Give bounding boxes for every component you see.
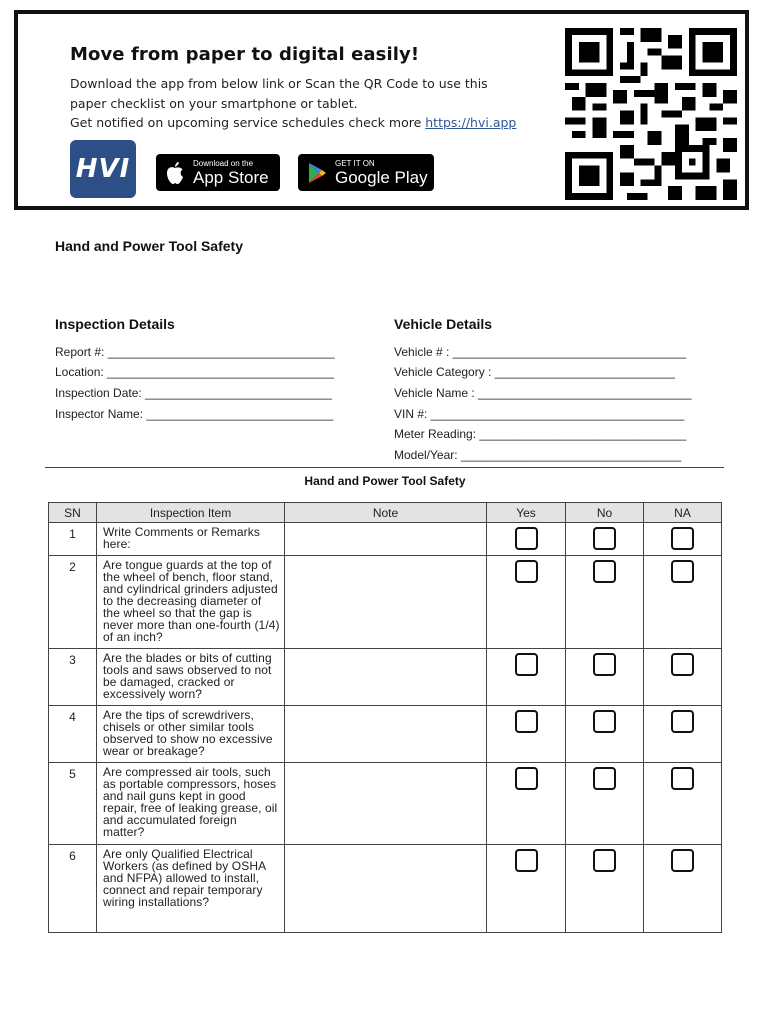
- table-caption: Hand and Power Tool Safety: [304, 474, 466, 488]
- row-inspection-item: Are only Qualified Electrical Workers (as defined by OSHA and NFPA) allowed to install, connect and repair temporary wiring installations?: [97, 845, 285, 933]
- row-note-cell[interactable]: [285, 556, 487, 649]
- model-year-field[interactable]: Model/Year: _________________________________: [394, 448, 682, 462]
- no-checkbox[interactable]: [593, 560, 616, 583]
- row-sn: 3: [49, 649, 97, 706]
- row-note-cell[interactable]: [285, 763, 487, 845]
- app-store-small-label: Download on the: [193, 158, 254, 168]
- na-checkbox[interactable]: [671, 560, 694, 583]
- vin-field[interactable]: VIN #: ______________________________________: [394, 407, 685, 421]
- column-header-sn: SN: [49, 503, 97, 523]
- vehicle-category-field[interactable]: Vehicle Category : ___________________________: [394, 365, 675, 379]
- app-store-label: App Store: [193, 167, 269, 187]
- vehicle-number-field[interactable]: Vehicle # : ___________________________________: [394, 345, 687, 359]
- report-number-field[interactable]: Report #: __________________________________: [55, 345, 335, 359]
- banner-title: Move from paper to digital easily!: [70, 44, 420, 65]
- row-sn: 4: [49, 706, 97, 763]
- row-inspection-item: Are the tips of screwdrivers, chisels or other similar tools observed to show no excessive wear or breakage?: [97, 706, 285, 763]
- table-row: [49, 523, 722, 556]
- google-play-small-label: GET IT ON: [335, 158, 375, 168]
- table-header-row: [49, 503, 722, 523]
- banner-text-line-1: Download the app from below link or Scan the QR Code to use this: [70, 76, 488, 91]
- hvi-app-link[interactable]: https://hvi.app: [425, 115, 517, 130]
- section-divider: [45, 467, 724, 468]
- na-checkbox[interactable]: [671, 849, 694, 872]
- yes-checkbox[interactable]: [515, 653, 538, 676]
- row-sn: 6: [49, 845, 97, 933]
- no-checkbox[interactable]: [593, 527, 616, 550]
- location-field[interactable]: Location: __________________________________: [55, 365, 334, 379]
- column-header-inspection-item: Inspection Item: [97, 503, 285, 523]
- no-checkbox[interactable]: [593, 849, 616, 872]
- na-checkbox[interactable]: [671, 767, 694, 790]
- no-checkbox[interactable]: [593, 653, 616, 676]
- row-sn: 1: [49, 523, 97, 556]
- google-play-label: Google Play: [335, 167, 428, 187]
- inspection-details-heading: Inspection Details: [55, 316, 175, 332]
- inspector-name-field[interactable]: Inspector Name: ____________________________: [55, 407, 334, 421]
- vehicle-name-field[interactable]: Vehicle Name : ________________________________: [394, 386, 692, 400]
- checklist-table: [48, 502, 722, 933]
- table-row: [49, 845, 722, 933]
- inspection-date-field[interactable]: Inspection Date: ____________________________: [55, 386, 332, 400]
- row-inspection-item: Write Comments or Remarks here:: [97, 523, 285, 556]
- promo-banner: [14, 10, 749, 210]
- column-header-na: NA: [644, 503, 722, 523]
- row-sn: 2: [49, 556, 97, 649]
- banner-text-prefix: Get notified on upcoming service schedules check more: [70, 115, 426, 130]
- no-checkbox[interactable]: [593, 767, 616, 790]
- yes-checkbox[interactable]: [515, 849, 538, 872]
- row-sn: 5: [49, 763, 97, 845]
- app-store-button[interactable]: [156, 154, 280, 191]
- banner-text-line-2: paper checklist on your smartphone or tablet.: [70, 96, 358, 111]
- row-note-cell[interactable]: [285, 649, 487, 706]
- qr-code-icon[interactable]: [559, 28, 743, 200]
- na-checkbox[interactable]: [671, 653, 694, 676]
- vehicle-details-heading: Vehicle Details: [394, 316, 493, 332]
- meter-reading-field[interactable]: Meter Reading: _______________________________: [394, 427, 687, 441]
- document-title: Hand and Power Tool Safety: [55, 238, 243, 254]
- na-checkbox[interactable]: [671, 710, 694, 733]
- yes-checkbox[interactable]: [515, 560, 538, 583]
- row-inspection-item: Are the blades or bits of cutting tools and saws observed to not be damaged, cracked or excessively worn?: [97, 649, 285, 706]
- google-play-icon: [306, 161, 328, 185]
- row-inspection-item: Are tongue guards at the top of the wheel of bench, floor stand, and cylindrical grinders adjusted to the decreasing diameter of the wheel so that the gap is never more than one-fourth (1/4) of an inch?: [97, 556, 285, 649]
- row-note-cell[interactable]: [285, 845, 487, 933]
- column-header-note: Note: [285, 503, 487, 523]
- table-row: [49, 706, 722, 763]
- na-checkbox[interactable]: [671, 527, 694, 550]
- banner-text-line-3: [70, 115, 516, 130]
- yes-checkbox[interactable]: [515, 767, 538, 790]
- google-play-button[interactable]: [298, 154, 434, 191]
- no-checkbox[interactable]: [593, 710, 616, 733]
- table-row: [49, 763, 722, 845]
- hvi-logo[interactable]: HVI: [70, 140, 136, 198]
- row-inspection-item: Are compressed air tools, such as portable compressors, hoses and nail guns kept in good repair, free of leaking grease, oil and accumulated foreign matter?: [97, 763, 285, 845]
- column-header-no: No: [566, 503, 644, 523]
- table-row: [49, 649, 722, 706]
- apple-icon: [164, 161, 186, 185]
- row-note-cell[interactable]: [285, 523, 487, 556]
- column-header-yes: Yes: [487, 503, 566, 523]
- row-note-cell[interactable]: [285, 706, 487, 763]
- yes-checkbox[interactable]: [515, 527, 538, 550]
- yes-checkbox[interactable]: [515, 710, 538, 733]
- table-row: [49, 556, 722, 649]
